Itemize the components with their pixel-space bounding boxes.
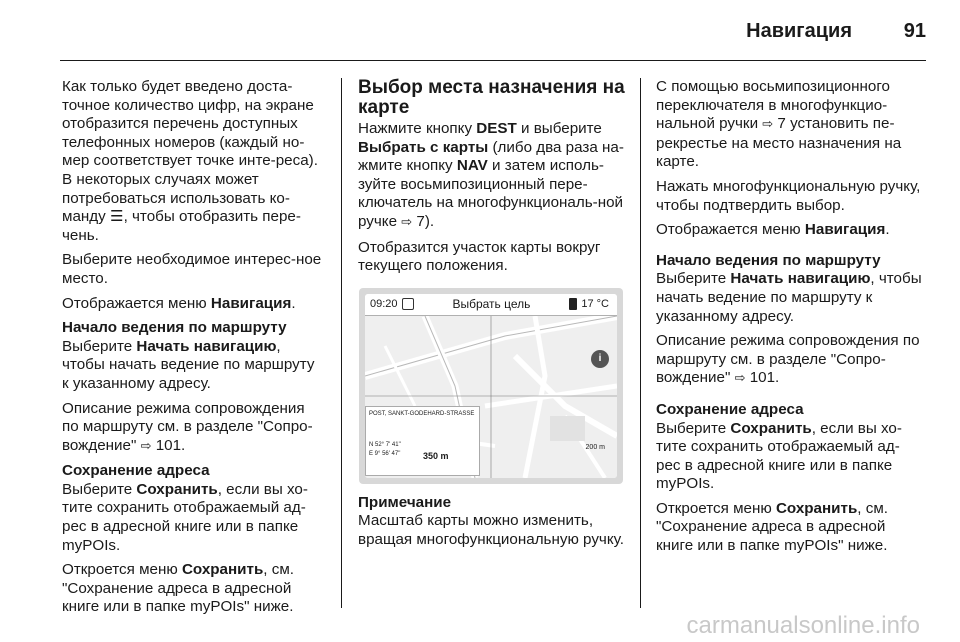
paragraph: Отобразится участок карты вокруг текущего положения.	[358, 238, 601, 275]
note-text: Масштаб карты можно изменить, вращая многофункциональную ручку.	[358, 512, 624, 548]
cross-reference-icon: ⇨	[140, 438, 152, 454]
column-middle	[358, 78, 626, 556]
info-icon: i	[591, 350, 609, 368]
section-heading: Выбор места назначения на карте	[358, 77, 625, 118]
paragraph: Выберите необходимое интерес-ное место.	[62, 251, 322, 287]
paragraph: Откроется меню Сохранить, см. "Сохранение адреса в адресной книге или в папке myPOIs" ниже.	[656, 499, 888, 555]
page-header	[0, 0, 960, 62]
navigation-icon	[402, 298, 414, 310]
navigation-screen-image	[359, 288, 623, 484]
paragraph: Нажмите кнопку DEST и выберите Выбрать с карты (либо два раза на-жмите кнопку NAV и затем исполь-зуйте восьмипозиционный пере-ключатель на многофункциональ-ной ручке ⇨ 7).	[358, 120, 624, 230]
paragraph: Нажать многофункциональную ручку, чтобы подтвердить выбор.	[656, 177, 921, 214]
phone-icon	[569, 298, 577, 310]
paragraph: Выберите Начать навигацию, чтобы начать ведение по маршруту к указанному адресу.	[62, 337, 315, 392]
paragraph: Отображается меню Навигация.	[62, 294, 296, 312]
watermark: carmanualsonline.info	[686, 612, 920, 639]
cross-reference-icon: ⇨	[401, 214, 413, 230]
address-info-box: POST, SANKT-GODEHARD-STRASSE N 52° 7' 41" E 9° 56' 47"	[365, 406, 480, 476]
paragraph: Описание режима сопровождения по маршруту см. в разделе "Сопро-вождение" ⇨ 101.	[62, 399, 313, 454]
paragraph: С помощью восьмипозиционного переключателя в многофункцио-нальной ручки ⇨ 7 установить пе-рекрестье на место назначения на карте.	[656, 78, 902, 171]
column-left	[62, 78, 324, 623]
screen-time: 09:20	[370, 297, 398, 310]
page-number: 91	[903, 20, 926, 42]
map-view	[365, 316, 617, 478]
map-scale-bar: 200 m	[585, 444, 605, 452]
paragraph: Выберите Сохранить, если вы хо-тите сохранить отображаемый ад-рес в адресной книге или в папке myPOIs.	[656, 419, 902, 493]
paragraph: Как только будет введено доста-точное количество цифр, на экране отобразится перечень доступных телефонных номеров (каждый но-мер соответствует точке инте-реса). В некоторых случаях может потребоваться использовать ко-манду ☰, чтобы отобразить пере-чень.	[62, 78, 318, 244]
paragraph: Описание режима сопровождения по маршруту см. в разделе "Сопро-вождение" ⇨ 101.	[656, 332, 920, 387]
header-divider	[60, 60, 926, 61]
subheading-start-guidance: Начало ведения по маршруту	[656, 251, 881, 269]
paragraph: Отображается меню Навигация.	[656, 221, 890, 239]
paragraph: Выберите Сохранить, если вы хо-тите сохранить отображаемый ад-рес в адресной книге или в папке myPOIs.	[62, 480, 308, 554]
note-heading: Примечание	[358, 493, 452, 511]
paragraph: Выберите Начать навигацию, чтобы начать ведение по маршруту к указанному адресу.	[656, 270, 922, 325]
screen-temperature: 17 °C	[581, 297, 609, 310]
cross-reference-icon: ⇨	[734, 371, 746, 387]
screen-status-bar	[365, 294, 617, 316]
screen-title: Выбрать цель	[452, 296, 531, 311]
column-divider	[341, 78, 342, 608]
column-right	[656, 78, 922, 562]
subheading-save-address: Сохранение адреса	[62, 462, 210, 480]
cross-reference-icon: ⇨	[762, 117, 774, 133]
map-scale-label: 350 m	[421, 447, 451, 466]
paragraph: Откроется меню Сохранить, см. "Сохранение адреса в адресной книге или в папке myPOIs" ниже.	[62, 561, 294, 616]
subheading-start-guidance: Начало ведения по маршруту	[62, 319, 287, 337]
section-title: Навигация	[746, 20, 852, 42]
subheading-save-address: Сохранение адреса	[656, 400, 804, 418]
column-divider	[640, 78, 641, 608]
